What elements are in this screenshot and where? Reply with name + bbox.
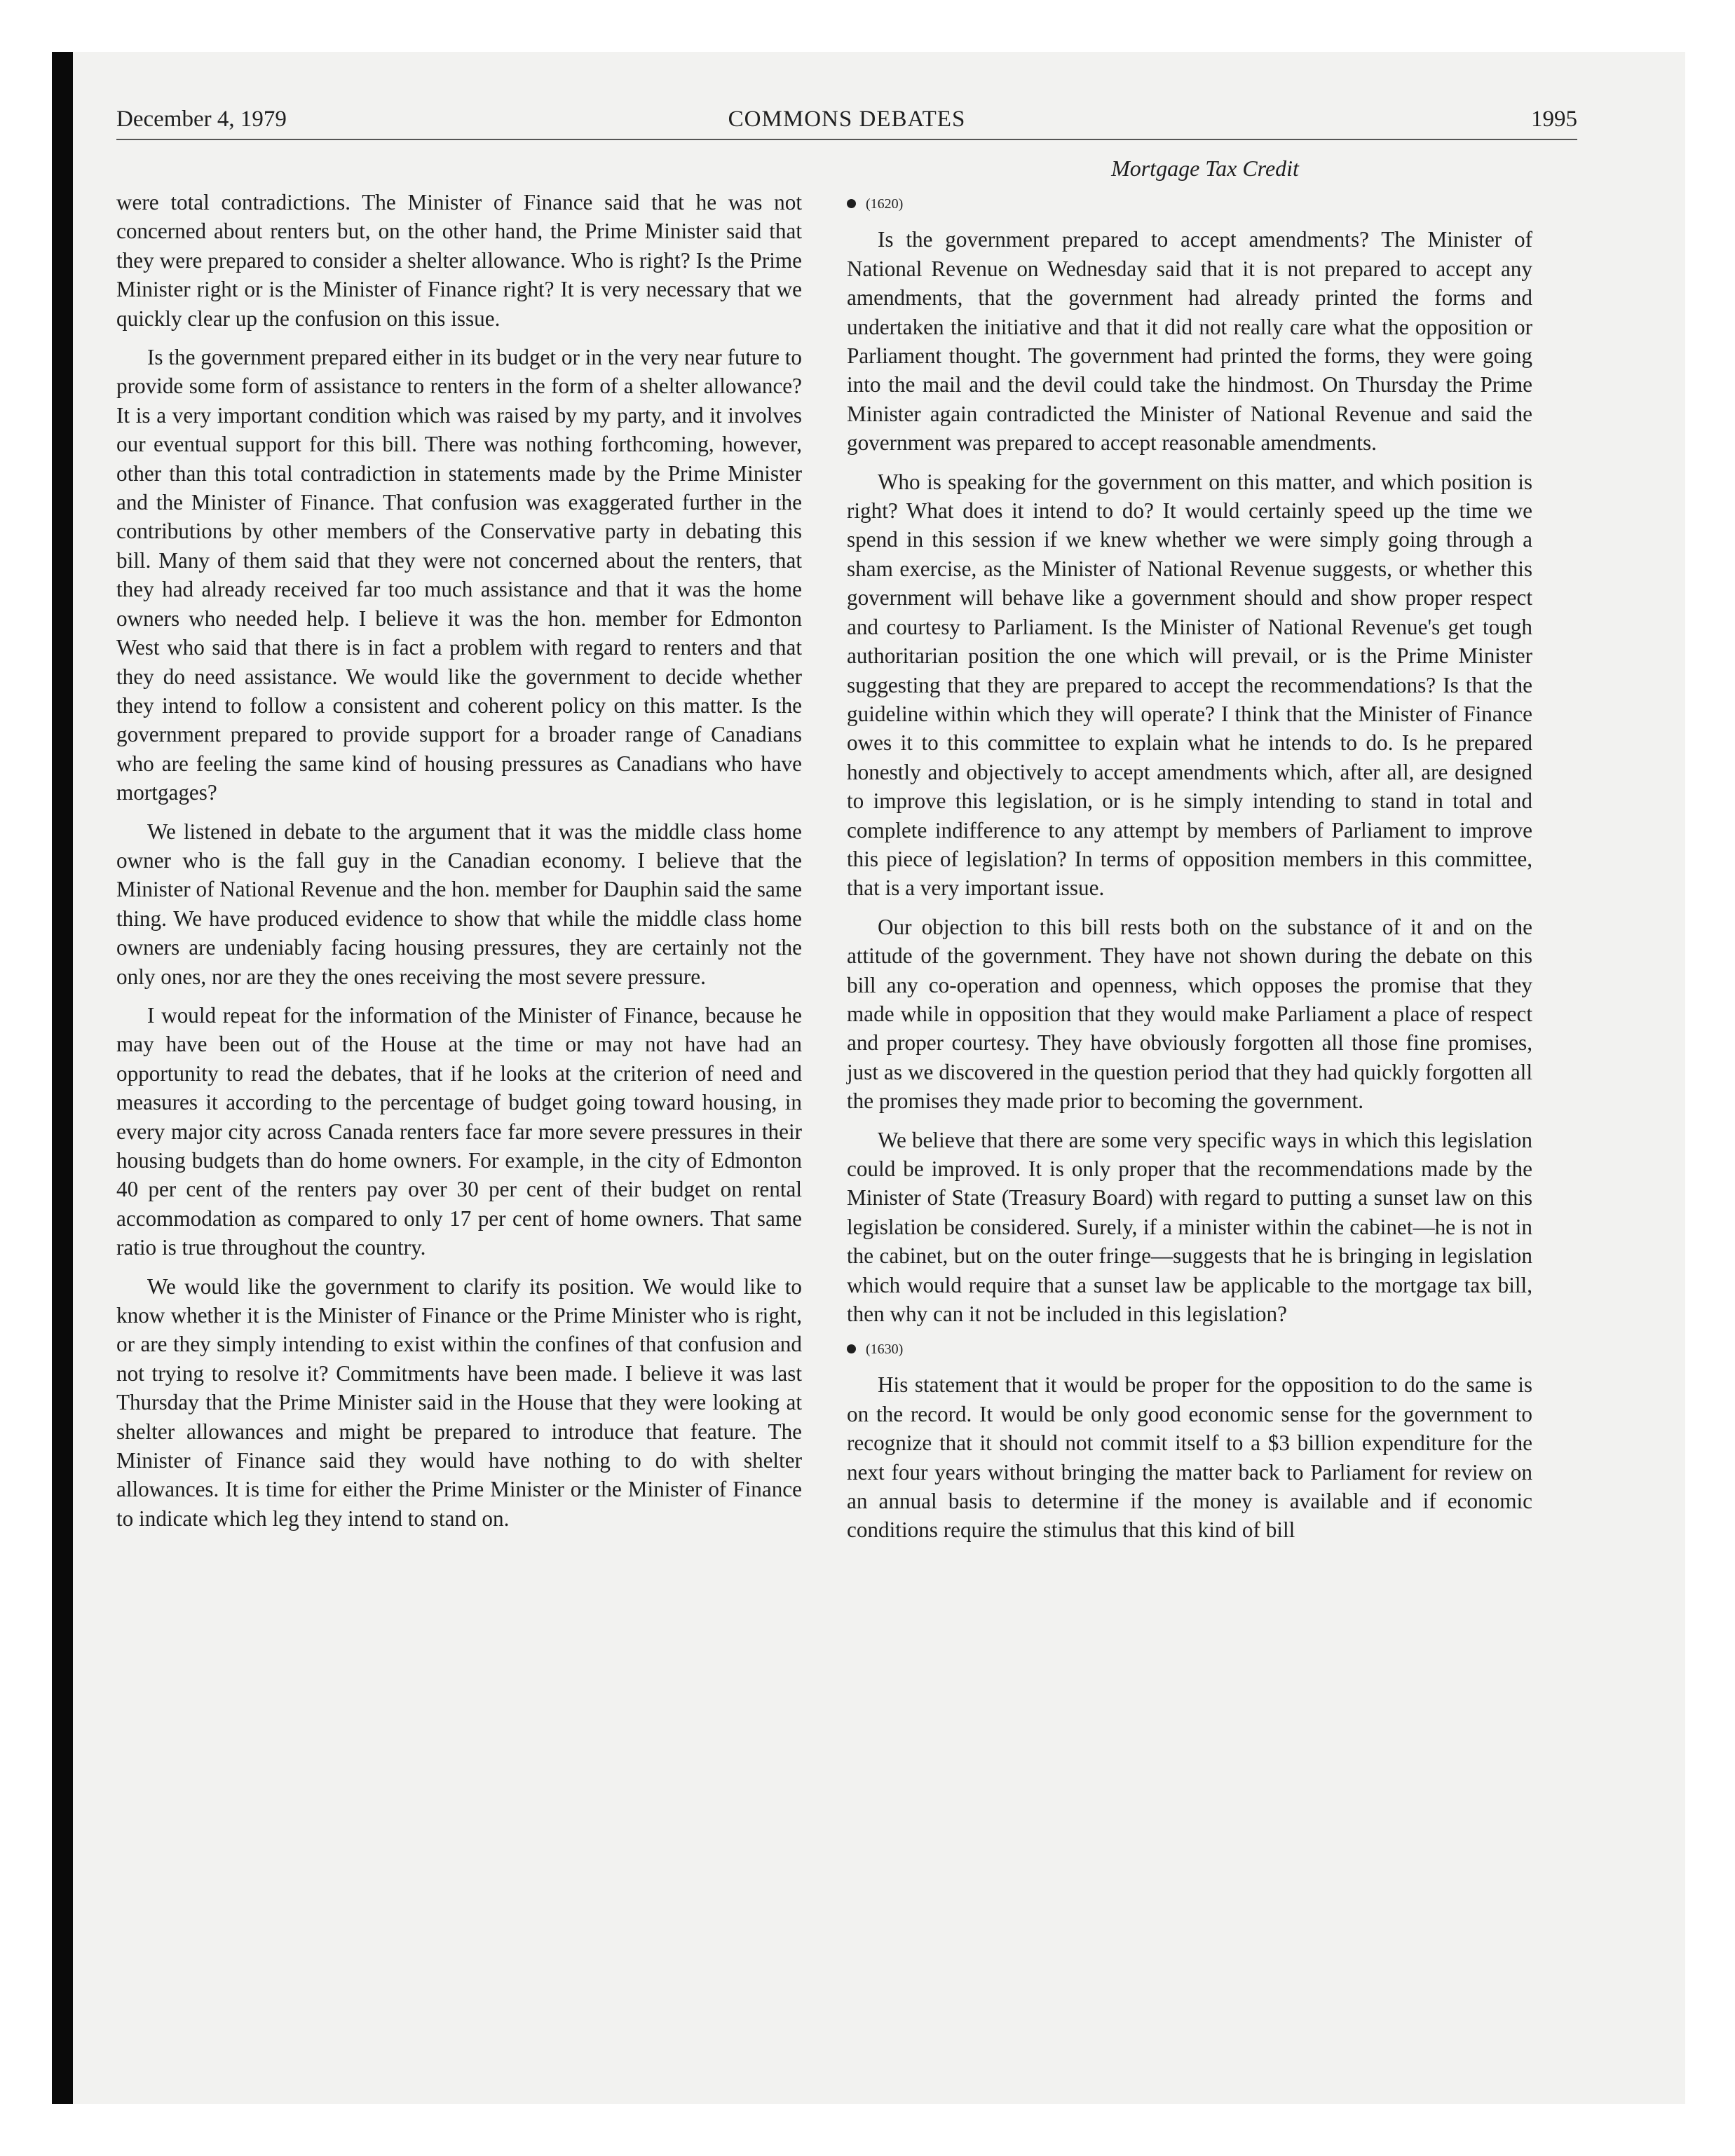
binding-edge: [52, 52, 73, 2104]
paragraph: Our objection to this bill rests both on the substance of it and on the attitude of the government. They have not shown during the debate on this bill any co-operation and openness, which opposes the promise that they made while in opposition that they would make Parliament a place of respect and proper courtesy. They have obviously forgotten all those fine promises, just as we discovered in the question period that they had quickly forgotten all the promises they made prior to becoming the government.: [847, 914, 1532, 1114]
left-column: [116, 188, 802, 1543]
header-date: December 4, 1979: [116, 107, 287, 132]
time-marker-label: (1630): [866, 1342, 904, 1358]
bullet-icon: [847, 1344, 856, 1353]
paragraph: I would repeat for the information of the Minister of Finance, because he may have been out of the House at the time or may not have had an opportunity to read the debates, that if he looks at the criterion of need and measures it according to the percentage of budget going toward housing, in every major city across Canada renters face far more severe pressures in their housing budgets than do home owners. For example, in the city of Edmonton 40 per cent of the renters pay over 30 per cent of their budget on rental accommodation as compared to only 17 per cent of home owners. That same ratio is true throughout the country.: [116, 1002, 802, 1260]
header-page-number: 1995: [1531, 107, 1577, 132]
paragraph: Who is speaking for the government on this matter, and which position is right? What does it intend to do? It would certainly speed up the time we spend in this session if we knew whether we were simply going through a sham exercise, as the Minister of National Revenue suggests, or whether this government will behave like a government should and show proper respect and courtesy to Parliament. Is the Minister of National Revenue's get tough authoritarian position the one which will prevail, or is the Prime Minister suggesting that they are prepared to accept the recommendations? Is that the guideline within which they will operate? I think that the Minister of Finance owes it to this committee to explain what he intends to do. Is he prepared honestly and objectively to accept amendments which, after all, are designed to improve this legislation, or is he simply intending to stand in total and complete indifference to any attempt by members of Parliament to improve this piece of legislation? In terms of opposition members in this committee, that is a very important issue.: [847, 469, 1532, 901]
paragraph: We believe that there are some very specific ways in which this legislation could be improved. It is only proper that the recommendations made by the Minister of State (Treasury Board) with regard to putting a sunset law on this legislation be considered. Surely, if a minister within the cabinet—he is not in the cabinet, but on the outer fringe—suggests that he is bringing in legislation which would require that a sunset law be applicable to the mortgage tax bill, then why can it not be included in this legislation?: [847, 1127, 1532, 1327]
running-head: [116, 102, 1577, 140]
paragraph: We listened in debate to the argument that it was the middle class home owner who is the fall guy in the Canadian economy. I believe that the Minister of National Revenue and the hon. member for Dauphin said the same thing. We have produced evidence to show that while the middle class home owners are undeniably facing housing pressures, they are certainly not the only ones, nor are they the ones receiving the most severe pressure.: [116, 819, 802, 989]
header-publication: COMMONS DEBATES: [728, 107, 966, 132]
paragraph: were total contradictions. The Minister of Finance said that he was not concerned about renters but, on the other hand, the Prime Minister said that they were prepared to consider a shelter allowance. Who is right? Is the Prime Minister right or is the Minister of Finance right? It is very necessary that we quickly clear up the confusion on this issue.: [116, 190, 802, 331]
section-title: Mortgage Tax Credit: [1111, 156, 1299, 181]
right-column: [847, 154, 1532, 1555]
paragraph: His statement that it would be proper for the opposition to do the same is on the record. It would be only good economic sense for the government to recognize that it should not commit itself to a $3 billion expenditure for the next four years without bringing the matter back to Parliament for review on an annual basis to determine if the money is available and if economic conditions require the stimulus that this kind of bill: [847, 1372, 1532, 1543]
paragraph: Is the government prepared to accept amendments? The Minister of National Revenue on Wednesday said that it is not prepared to accept any amendments, that the government had already printed the forms and undertaken the initiative and that it did not really care what the opposition or Parliament thought. The government had printed the forms, they were going into the mail and the devil could take the hindmost. On Thursday the Prime Minister again contradicted the Minister of National Revenue and said the government was prepared to accept reasonable amendments.: [847, 227, 1532, 456]
paragraph: We would like the government to clarify its position. We would like to know whether it is the Minister of Finance or the Prime Minister who is right, or are they simply intending to exist within the confines of that confusion and not trying to resolve it? Commitments have been made. I believe it was last Thursday that the Prime Minister said in the House that they were looking at shelter allowances and might be prepared to introduce that feature. The Minister of Finance said they would have nothing to do with shelter allowances. It is time for either the Prime Minister or the Minister of Finance to indicate which leg they intend to stand on.: [116, 1274, 802, 1531]
time-marker: [847, 193, 1532, 215]
time-marker: [847, 1338, 1532, 1360]
bullet-icon: [847, 199, 856, 208]
time-marker-label: (1620): [866, 196, 904, 212]
paragraph: Is the government prepared either in its budget or in the very near future to provide some form of assistance to renters in the form of a shelter allowance? It is a very important condition which was raised by my party, and it involves our eventual support for this bill. There was nothing forthcoming, however, other than this total contradiction in statements made by the Prime Minister and the Minister of Finance. That confusion was exaggerated further in the contributions by other members of the Conservative party in debating this bill. Many of them said that they were not concerned about the renters, that they had already received far too much assistance and that it was the home owners who needed help. I believe it was the hon. member for Edmonton West who said that there is in fact a problem with regard to renters and that they do need assistance. We would like the government to decide whether they intend to follow a consistent and coherent policy on this matter. Is the government prepared to provide support for a broader range of Canadians who are feeling the same kind of housing pressures as Canadians who have mortgages?: [116, 345, 802, 805]
